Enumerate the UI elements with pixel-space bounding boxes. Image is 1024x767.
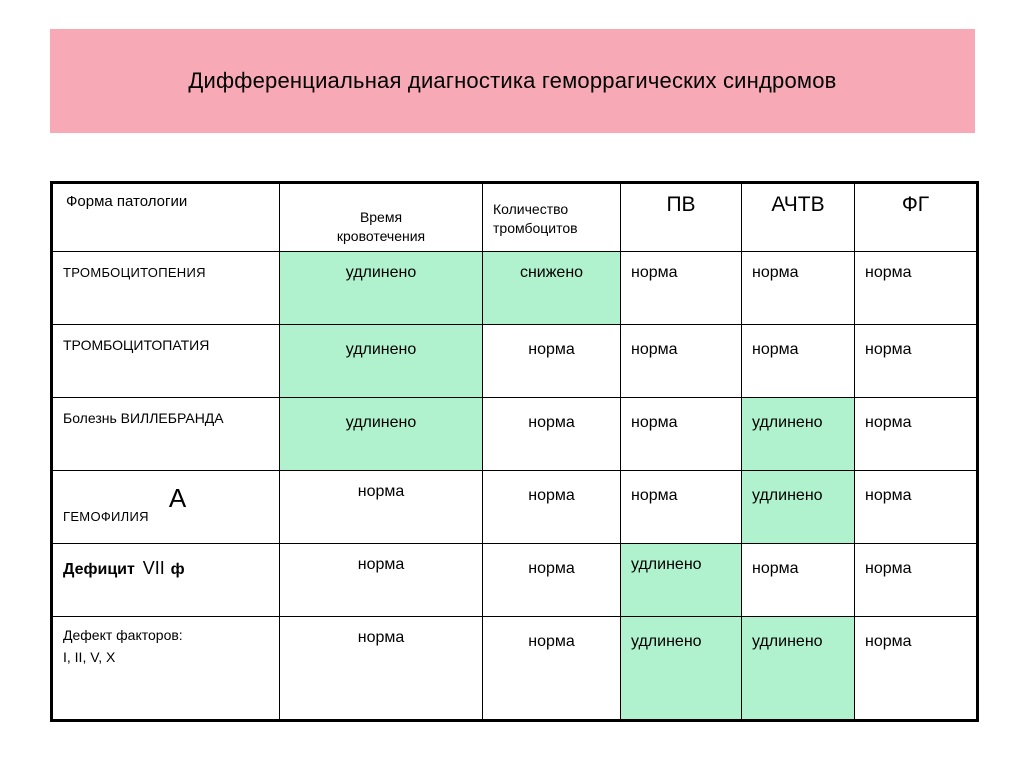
cell-achtv: удлинено [742,471,855,544]
page-title: Дифференциальная диагностика геморрагических синдромов [188,68,837,93]
row-label-line2: I, II, V, X [63,649,116,665]
cell-platelet-count: норма [483,325,621,398]
cell-achtv: норма [742,252,855,325]
row-label [52,617,280,721]
header-form: Форма патологии [52,183,280,252]
cell-achtv: норма [742,544,855,617]
table-row [52,617,978,721]
cell-fg: норма [855,471,978,544]
cell-achtv: норма [742,325,855,398]
row-label [52,252,280,325]
row-label-text: Дефицит [63,561,135,578]
header-achtv: АЧТВ [742,183,855,252]
header-pv: ПВ [621,183,742,252]
header-platelet-count-line1: Количество [493,201,569,217]
row-label-suffix: А [168,483,187,513]
cell-bleeding-time: удлинено [280,252,483,325]
header-bleeding-time-line2: кровотечения [336,228,426,244]
table-row [52,398,978,471]
cell-platelet-count: норма [483,544,621,617]
cell-platelet-count: норма [483,471,621,544]
table-row [52,252,978,325]
row-label-text: Болезнь ВИЛЛЕБРАНДА [63,410,224,426]
row-label-text: Дефект факторов: [63,627,183,643]
header-platelet-count-line2: тромбоцитов [493,220,578,236]
header-bleeding-time [280,183,483,252]
cell-fg: норма [855,252,978,325]
table-row [52,471,978,544]
diagnosis-table [50,181,979,722]
table-row [52,544,978,617]
row-label-text: ГЕМОФИЛИЯ [63,509,149,524]
cell-pv: норма [621,398,742,471]
cell-bleeding-time: норма [280,471,483,544]
cell-bleeding-time: норма [280,544,483,617]
cell-fg: норма [855,398,978,471]
cell-achtv: удлинено [742,617,855,721]
cell-platelet-count: норма [483,617,621,721]
table-header-row [52,183,978,252]
row-label-text: ТРОМБОЦИТОПАТИЯ [63,337,210,353]
cell-bleeding-time: удлинено [280,325,483,398]
cell-fg: норма [855,617,978,721]
cell-pv: удлинено [621,544,742,617]
table-row [52,325,978,398]
cell-pv: норма [621,471,742,544]
row-label [52,544,280,617]
cell-fg: норма [855,325,978,398]
cell-bleeding-time: норма [280,617,483,721]
header-platelet-count [483,183,621,252]
cell-pv: норма [621,252,742,325]
row-label-text: ТРОМБОЦИТОПЕНИЯ [63,265,206,280]
row-label [52,398,280,471]
cell-pv: норма [621,325,742,398]
cell-pv: удлинено [621,617,742,721]
header-bleeding-time-line1: Время [359,209,403,225]
cell-achtv: удлинено [742,398,855,471]
cell-platelet-count: норма [483,398,621,471]
row-label [52,471,280,544]
cell-fg: норма [855,544,978,617]
title-banner [50,29,975,133]
row-label-end: ф [170,561,185,578]
row-label-mid: VII [142,558,165,578]
cell-bleeding-time: удлинено [280,398,483,471]
row-label [52,325,280,398]
cell-platelet-count: снижено [483,252,621,325]
header-fg: ФГ [855,183,978,252]
